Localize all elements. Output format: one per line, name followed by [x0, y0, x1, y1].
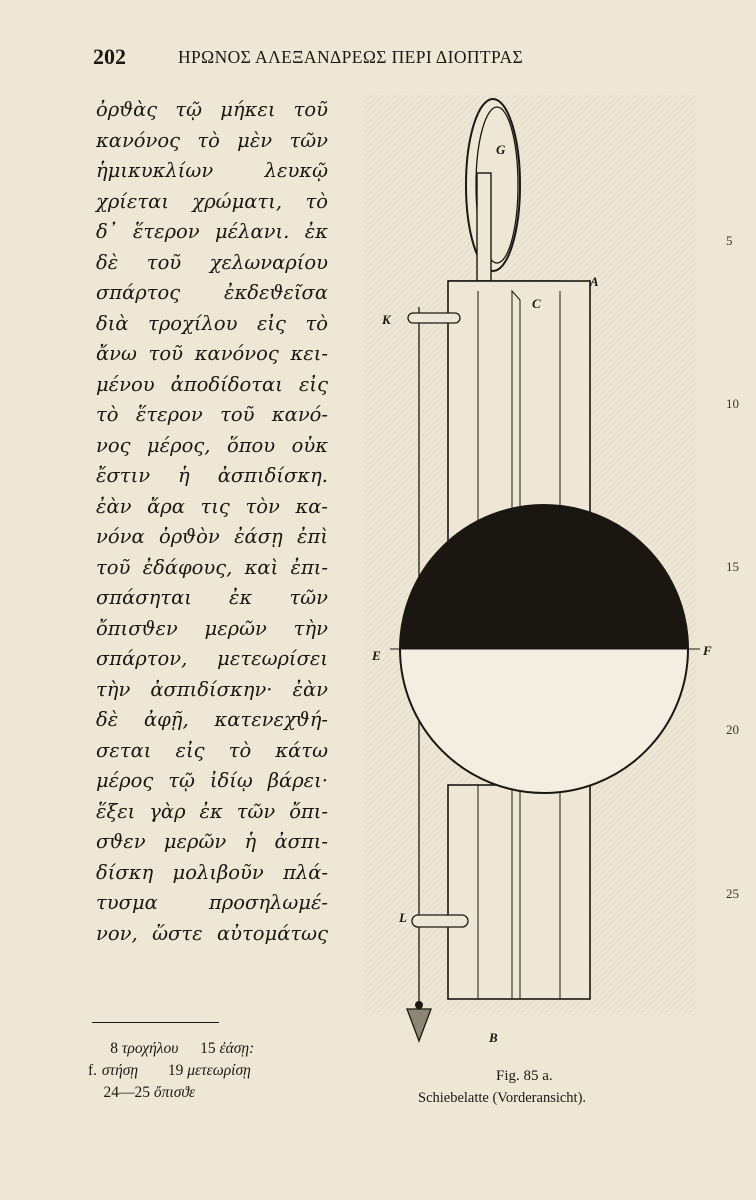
text-line: τὴν ἀσπιδίσκην· ἐὰν: [96, 677, 328, 701]
text-line: ὀρϑὰς τῷ μήκει τοῦ: [96, 98, 328, 121]
label-c: C: [532, 296, 541, 311]
line-number: 10: [726, 396, 739, 411]
text-line: χρίεται χρώματι, τὸ: [96, 189, 328, 213]
figure-caption: Schiebelatte (Vorderansicht).: [418, 1090, 587, 1106]
text-line: δ᾽ ἕτερον μέλανι. ἐκ: [96, 220, 328, 243]
line-number: 15: [726, 559, 739, 574]
footnote-ref: 24—25: [103, 1084, 150, 1101]
text-line: νος μέρος, ὅπου οὐκ: [96, 433, 328, 457]
text-line: σπάσηται ἐκ τῶν: [96, 586, 328, 609]
text-line: διὰ τροχίλου εἰς τὸ: [96, 311, 328, 335]
plumb-bob: [407, 1009, 431, 1041]
label-e: E: [372, 648, 381, 663]
label-l: L: [399, 910, 407, 925]
footnote-reading: στήσῃ: [101, 1062, 139, 1079]
line-number: 20: [726, 722, 739, 737]
line-number: 5: [726, 233, 733, 248]
footnote-ref: f.: [88, 1062, 98, 1079]
pin-l: [412, 915, 468, 927]
running-head: ΗΡΩΝΟΣ ΑΛΕΞΑΝΔΡΕΩΣ ΠΕΡΙ ΔΙΟΠΤΡΑΣ: [178, 47, 524, 67]
label-b: B: [489, 1030, 498, 1045]
text-line: κανόνος τὸ μὲν τῶν: [96, 128, 328, 152]
footnote-line: [88, 1060, 368, 1082]
text-line: ὄπισϑεν μερῶν τὴν: [96, 616, 328, 640]
text-line: σπάρτον, μετεωρίσει: [96, 647, 328, 670]
label-f: F: [703, 643, 712, 658]
label-g: G: [496, 142, 506, 157]
pin-k: [408, 313, 460, 323]
text-line: τοῦ ἐδάφους, καὶ ἐπι-: [96, 555, 328, 579]
pulley-post: [477, 173, 491, 281]
footnote-ref: 19: [167, 1062, 184, 1079]
staff-lower: [448, 785, 590, 999]
text-line: ἄνω τοῦ κανόνος κει-: [96, 342, 328, 365]
greek-text-column: [96, 95, 328, 949]
figure-number: Fig. 85 a.: [496, 1068, 553, 1084]
text-line: ἡμικυκλίων λευκῷ: [96, 159, 328, 182]
footnote-line: [88, 1038, 368, 1060]
line-number: 25: [726, 886, 739, 901]
text-line: δὲ τοῦ χελωναρίου: [96, 250, 328, 274]
footnote-reading: ἐάσῃ:: [219, 1040, 255, 1057]
text-line: τὸ ἕτερον τοῦ κανό-: [96, 403, 328, 426]
text-line: νον, ὥστε αὐτομάτως: [96, 921, 328, 945]
text-line: τυσμα προσηλωμέ-: [96, 891, 328, 914]
label-a: A: [590, 274, 599, 289]
figure-schiebelatte: [360, 95, 700, 1060]
text-line: μέρος τῷ ἰδίῳ βάρει·: [96, 769, 328, 792]
text-line: σεται εἰς τὸ κάτω: [96, 738, 328, 762]
footnotes: [88, 1038, 368, 1104]
text-line: δὲ ἀφῇ, κατενεχϑή-: [96, 708, 328, 731]
text-line: σϑεν μερῶν ἡ ἀσπι-: [96, 830, 328, 853]
label-k: K: [382, 312, 391, 327]
footnote-reading: μετεωρίσῃ: [187, 1062, 251, 1079]
footnote-line: [88, 1082, 368, 1104]
text-line: ἕξει γὰρ ἐκ τῶν ὄπι-: [96, 799, 328, 823]
text-line: νόνα ὀρϑὸν ἐάσῃ ἐπὶ: [96, 525, 328, 548]
footnote-ref: 15: [200, 1040, 216, 1057]
text-line: δίσκη μολιβοῦν πλά-: [96, 860, 328, 884]
footnote-reading: ὄπισϑε: [153, 1084, 196, 1101]
page-number: 202: [93, 44, 126, 69]
text-line: ἔστιν ἡ ἀσπιδίσκη.: [96, 464, 328, 487]
footnote-ref: 8: [110, 1040, 118, 1057]
pulley-wheel: [466, 99, 520, 271]
text-line: ἐὰν ἄρα τις τὸν κα-: [96, 494, 328, 518]
text-line: σπάρτος ἐκδεϑεῖσα: [96, 281, 328, 304]
text-line: μένου ἀποδίδοται εἰς: [96, 372, 328, 396]
footnote-rule: [92, 1022, 219, 1023]
footnote-reading: τροχήλου: [121, 1040, 179, 1057]
